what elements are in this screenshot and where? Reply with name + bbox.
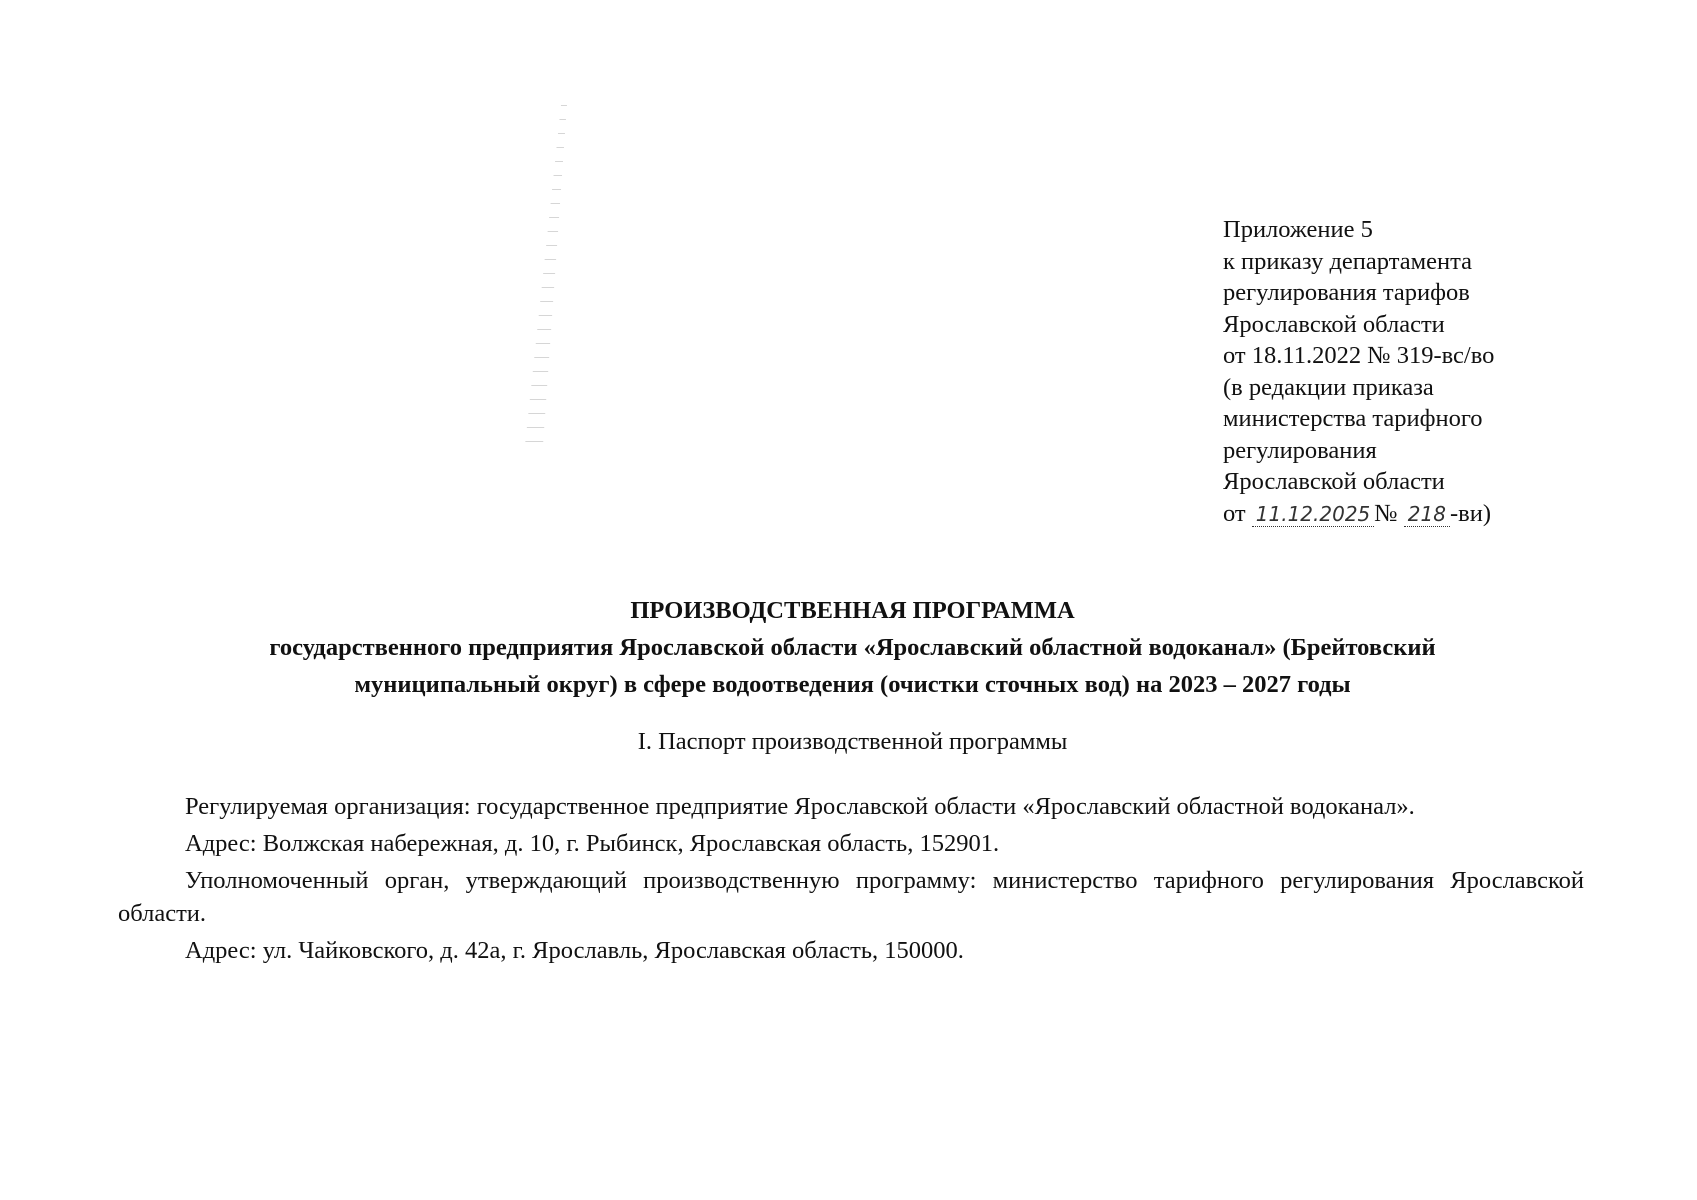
approval-line: министерства тарифного [1223, 405, 1483, 432]
document-title [120, 592, 1585, 703]
paragraph: Регулируемая организация: государственное предприятие Ярославской области «Ярославский областной водоканал». [185, 793, 1415, 820]
approval-line: Приложение 5 [1223, 216, 1373, 243]
approval-line-signed [1223, 498, 1494, 531]
approval-line: регулирования тарифов [1223, 279, 1470, 306]
approval-stamp-block [1223, 214, 1494, 530]
approval-line: к приказу департамента [1223, 247, 1472, 275]
handwritten-date: 11.12.2025 [1252, 502, 1375, 527]
document-body [118, 790, 1584, 971]
number-sign: № [1374, 499, 1398, 527]
title-line: муниципальный округ) в сфере водоотведения (очистки сточных вод) на 2023 – 2027 годы [354, 671, 1351, 698]
approval-line: регулирования [1223, 436, 1377, 464]
title-heading: ПРОИЗВОДСТВЕННАЯ ПРОГРАММА [630, 597, 1075, 624]
handwritten-number: 218 [1404, 502, 1450, 527]
title-line: государственного предприятия Ярославской области «Ярославский областной водоканал» (Брейтовский [269, 634, 1436, 661]
approval-line: от 18.11.2022 № 319-вс/во [1223, 342, 1495, 369]
scan-artifact [525, 105, 585, 445]
paragraph: Уполномоченный орган, утверждающий производственную программу: министерство тарифного регулирования Ярославской области. [118, 867, 1584, 927]
section-heading: I. Паспорт производственной программы [637, 728, 1068, 755]
approval-line: Ярославской области [1223, 310, 1445, 338]
approval-line: (в редакции приказа [1223, 373, 1434, 401]
suffix: -ви) [1449, 499, 1491, 527]
approval-line: Ярославской области [1223, 468, 1445, 495]
paragraph: Адрес: ул. Чайковского, д. 42а, г. Ярославль, Ярославская область, 150000. [185, 937, 964, 964]
paragraph: Адрес: Волжская набережная, д. 10, г. Рыбинск, Ярославская область, 152901. [185, 830, 1000, 857]
prefix: от [1223, 499, 1246, 527]
